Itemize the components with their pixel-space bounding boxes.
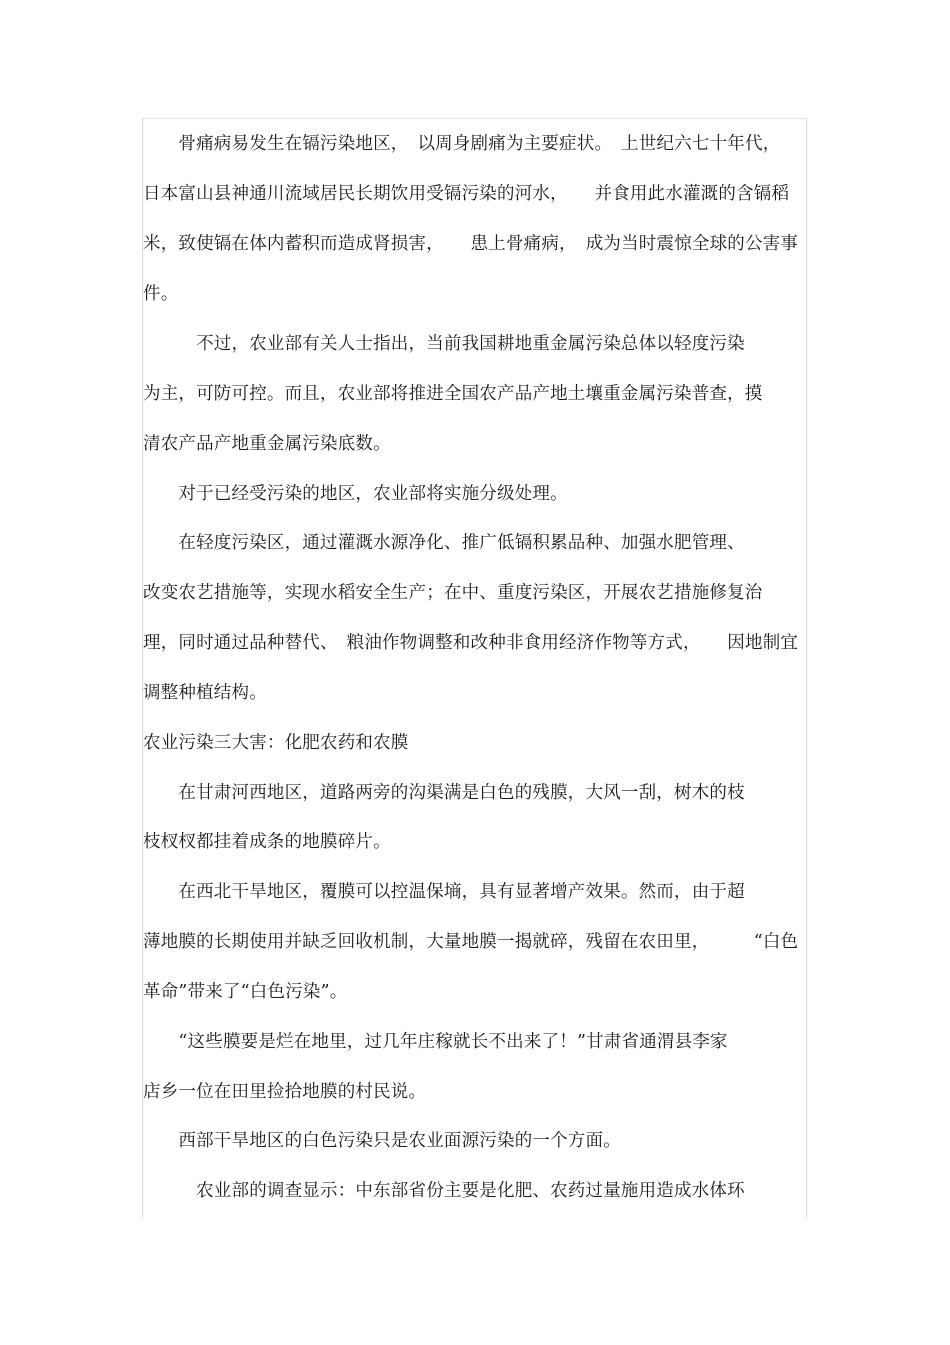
text-line-22: 农业部的调查显示：中东部省份主要是化肥、农药过量施用造成水体环 bbox=[143, 1181, 745, 1201]
text-line-4: 件。 bbox=[143, 284, 179, 304]
text-line-9: 在轻度污染区，通过灌溉水源净化、推广低镉积累品种、加强水肥管理、 bbox=[143, 533, 745, 553]
text-line-16: 在西北干旱地区，覆膜可以控温保墒，具有显著增产效果。然而，由于超 bbox=[143, 882, 745, 902]
text-line-14: 在甘肃河西地区，道路两旁的沟渠满是白色的残膜，大风一刮，树木的枝 bbox=[143, 783, 745, 803]
text-line-20: 店乡一位在田里捡拾地膜的村民说。 bbox=[143, 1082, 427, 1102]
text-line-10: 改变农艺措施等，实现水稻安全生产；在中、重度污染区，开展农艺措施修复治 bbox=[143, 583, 763, 603]
text-line-7: 清农产品产地重金属污染底数。 bbox=[143, 434, 391, 454]
section-heading: 农业污染三大害：化肥农药和农膜 bbox=[143, 733, 409, 753]
text-line-1: 骨痛病易发生在镉污染地区， 以周身剧痛为主要症状。 上世纪六七十年代， bbox=[143, 134, 781, 154]
text-line-18: 革命”带来了“白色污染”。 bbox=[143, 982, 348, 1002]
text-line-19: “这些膜要是烂在地里，过几年庄稼就长不出来了！”甘肃省通渭县李家 bbox=[143, 1032, 728, 1052]
text-line-3: 米，致使镉在体内蓄积而造成肾损害， 患上骨痛病， 成为当时震惊全球的公害事 bbox=[143, 234, 799, 254]
text-line-11: 理，同时通过品种替代、 粮油作物调整和改种非食用经济作物等方式， 因地制宜 bbox=[143, 633, 799, 653]
text-line-6: 为主，可防可控。而且，农业部将推进全国农产品产地土壤重金属污染普查，摸 bbox=[143, 384, 763, 404]
text-line-5: 不过，农业部有关人士指出，当前我国耕地重金属污染总体以轻度污染 bbox=[143, 334, 745, 354]
text-line-2: 日本富山县神通川流域居民长期饮用受镉污染的河水， 并食用此水灌溉的含镉稻 bbox=[143, 184, 790, 204]
text-line-15: 枝杈杈都挂着成条的地膜碎片。 bbox=[143, 832, 391, 852]
text-line-21: 西部干旱地区的白色污染只是农业面源污染的一个方面。 bbox=[143, 1131, 621, 1151]
text-line-17: 薄地膜的长期使用并缺乏回收机制，大量地膜一揭就碎，残留在农田里， “白色 bbox=[143, 932, 799, 952]
text-line-8: 对于已经受污染的地区，农业部将实施分级处理。 bbox=[143, 484, 568, 504]
text-line-12: 调整种植结构。 bbox=[143, 683, 267, 703]
